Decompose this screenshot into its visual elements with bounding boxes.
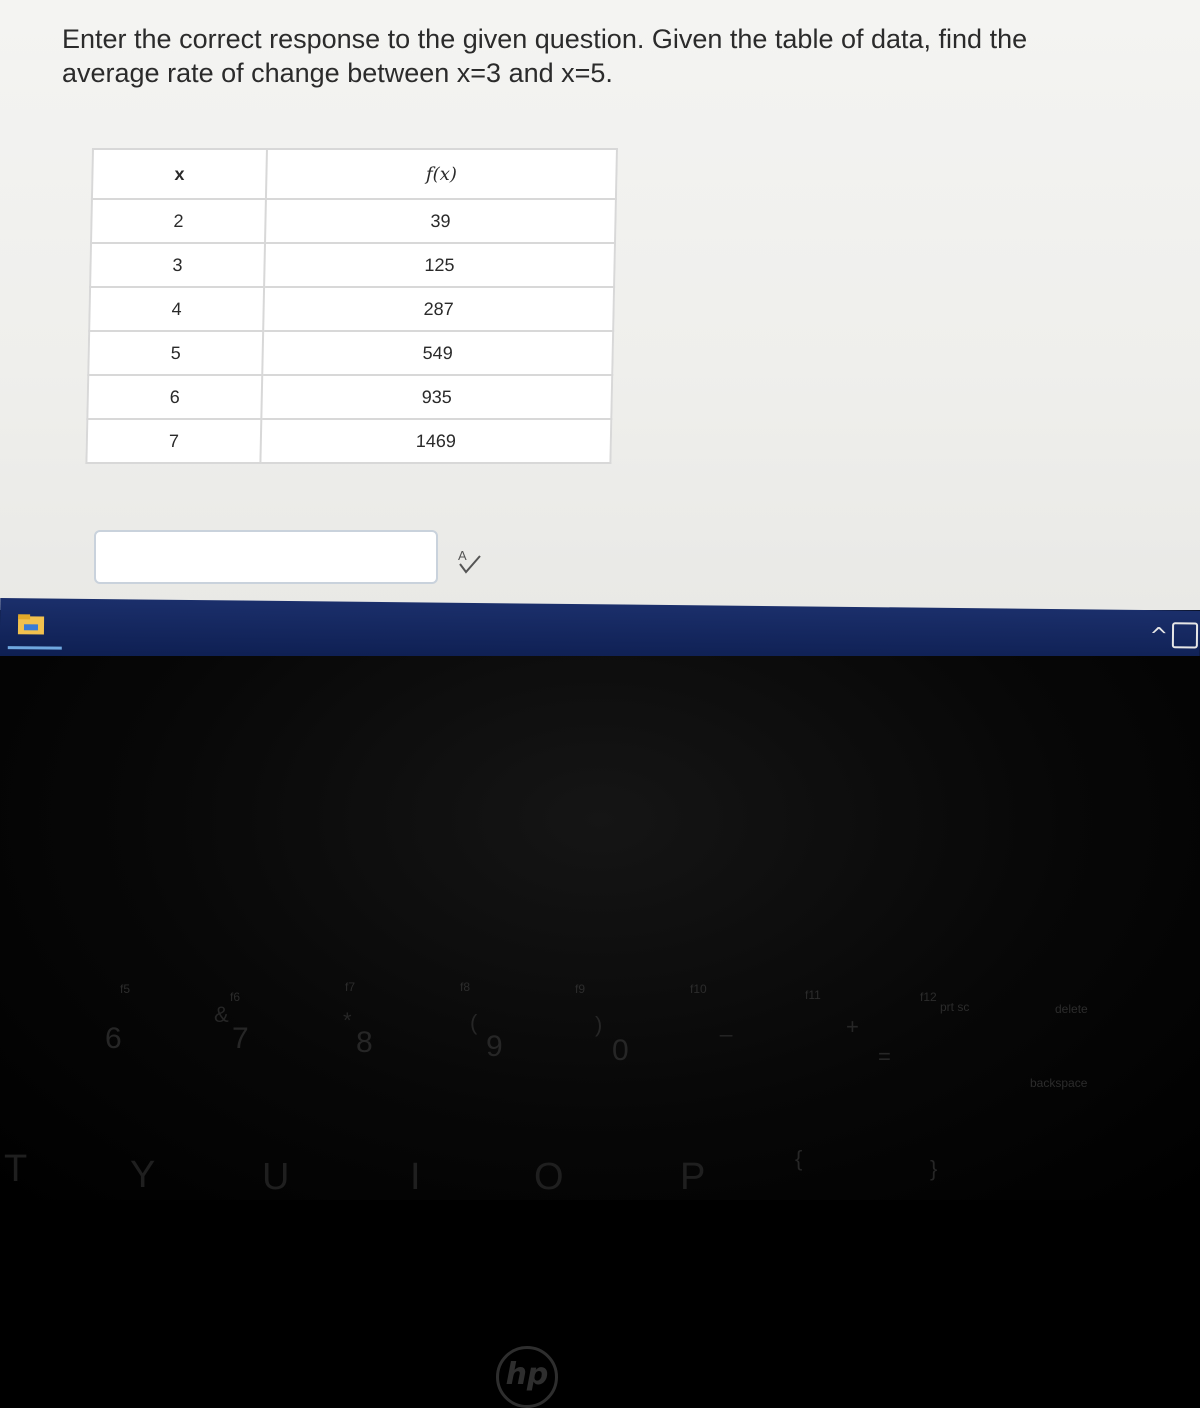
key-underscore: _ xyxy=(720,1012,733,1037)
key-f12: f12 xyxy=(920,990,937,1004)
browser-page xyxy=(0,0,1200,610)
cell-x: 5 xyxy=(88,331,263,375)
key-p: P xyxy=(680,1156,706,1198)
key-asterisk: * xyxy=(343,1008,352,1033)
key-ampersand: & xyxy=(214,1002,229,1027)
key-f8: f8 xyxy=(460,980,471,994)
table-row xyxy=(86,419,611,463)
cell-x: 2 xyxy=(91,199,266,243)
table-header-row xyxy=(92,149,617,199)
notification-icon[interactable] xyxy=(1172,622,1198,648)
hp-logo: hp xyxy=(496,1346,558,1408)
key-y: Y xyxy=(130,1154,156,1196)
key-plus: + xyxy=(846,1014,859,1039)
key-equals: = xyxy=(878,1044,891,1069)
key-0: 0 xyxy=(612,1034,629,1067)
key-prtsc: prt sc xyxy=(940,1000,970,1014)
keyboard xyxy=(0,950,1200,1200)
answer-input[interactable] xyxy=(94,530,438,584)
cell-fx: 935 xyxy=(261,375,612,419)
key-f9: f9 xyxy=(575,982,586,996)
key-f7: f7 xyxy=(345,980,356,994)
cell-x: 4 xyxy=(89,287,264,331)
table-row xyxy=(89,287,614,331)
key-8: 8 xyxy=(356,1026,373,1059)
cell-fx: 39 xyxy=(265,199,616,243)
table-row xyxy=(88,331,613,375)
active-app-indicator xyxy=(8,646,62,650)
cell-fx: 287 xyxy=(263,287,614,331)
data-table xyxy=(85,148,618,464)
key-open-brace: { xyxy=(795,1146,803,1171)
cell-x: 3 xyxy=(90,243,265,287)
svg-text:A: A xyxy=(458,548,467,563)
cell-fx: 125 xyxy=(264,243,615,287)
spellcheck-icon[interactable] xyxy=(454,546,484,576)
file-explorer-icon[interactable] xyxy=(16,612,46,636)
key-close-paren: ) xyxy=(595,1012,603,1037)
key-close-brace: } xyxy=(930,1156,938,1181)
key-t: T xyxy=(4,1148,28,1190)
key-u: U xyxy=(262,1156,290,1198)
cell-x: 6 xyxy=(87,375,262,419)
question-text: Enter the correct response to the given question. Given the table of data, find the average rate of change between x=3 and x=5. xyxy=(62,24,1028,88)
tray-chevron-icon[interactable]: ^ xyxy=(1149,624,1169,650)
table-row xyxy=(91,199,616,243)
column-header-x: x xyxy=(92,149,267,199)
key-9: 9 xyxy=(486,1030,503,1063)
table-row xyxy=(87,375,612,419)
key-delete: delete xyxy=(1055,1002,1088,1016)
key-f5: f5 xyxy=(120,982,131,996)
cell-fx: 549 xyxy=(262,331,613,375)
key-i: I xyxy=(410,1156,421,1198)
column-header-fx: f(x) xyxy=(266,149,617,199)
key-o: O xyxy=(534,1156,564,1198)
table-row xyxy=(90,243,615,287)
key-backspace: backspace xyxy=(1030,1076,1088,1090)
cell-fx: 1469 xyxy=(260,419,611,463)
key-f11: f11 xyxy=(805,988,821,1002)
key-f10: f10 xyxy=(690,982,707,996)
key-open-paren: ( xyxy=(470,1010,478,1035)
key-f6: f6 xyxy=(230,990,241,1004)
key-6: 6 xyxy=(105,1022,122,1055)
cell-x: 7 xyxy=(86,419,261,463)
key-7: 7 xyxy=(232,1022,249,1055)
